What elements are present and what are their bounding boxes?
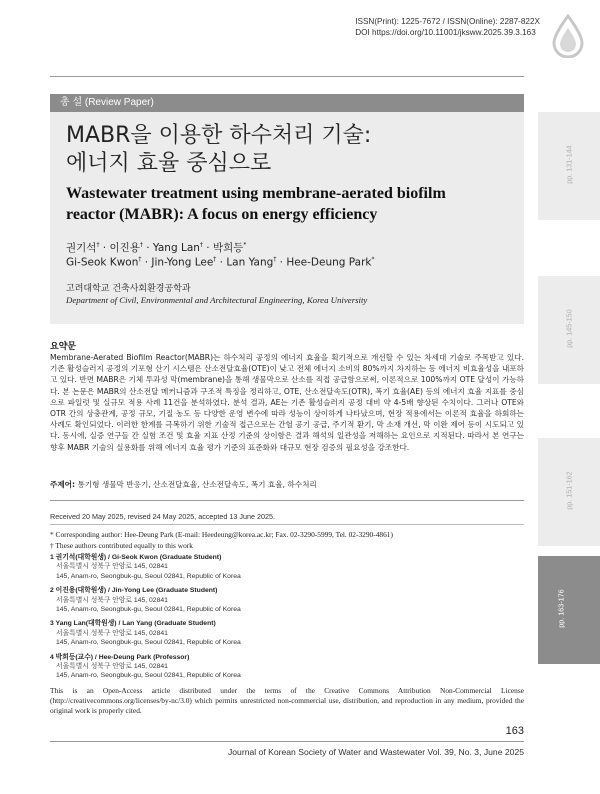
side-tab-label: pp. 145-150 — [564, 309, 574, 348]
english-title-line-2: reactor (MABR): A focus on energy efficiency — [66, 206, 378, 223]
side-tab-label: pp. 131-144 — [564, 145, 574, 184]
affiliation-english: Department of Civil, Environmental and Architectural Engineering, Korea University — [66, 295, 368, 305]
author-separator: · — [99, 242, 110, 254]
dagger-mark: † — [139, 241, 143, 249]
journal-identifiers — [355, 16, 540, 38]
affiliation-entry — [50, 653, 524, 681]
issn-text: ISSN(Print): 1225-7672 / ISSN(Online): 2287-822X — [355, 17, 540, 26]
corresponding-mark: * — [371, 256, 375, 263]
author-4-en: Hee-Deung Park — [286, 256, 372, 269]
author-3-en: Lan Yang — [226, 256, 274, 269]
side-tab-2[interactable] — [538, 276, 600, 384]
doi-text: DOI https://doi.org/10.11001/jksww.2025.39.3.163 — [355, 28, 536, 37]
dagger-mark: † — [273, 256, 277, 263]
author-1-ko: 권기석 — [66, 242, 97, 254]
affiliation-address-ko: 서울특별시 성북구 안암로 145, 02841 — [56, 563, 168, 571]
english-title-line-1: Wastewater treatment using membrane-aerated biofilm — [66, 185, 446, 202]
journal-citation: Journal of Korean Society of Water and Wastewater Vol. 39, No. 3, June 2025 — [227, 747, 524, 757]
dagger-mark: † — [96, 241, 100, 249]
correspondence-note — [50, 529, 393, 551]
author-separator: · — [216, 256, 227, 269]
korean-title — [66, 122, 371, 178]
abstract-body: Membrane-Aerated Biofilm Reactor(MABR)는 하수처리 공정의 에너지 효율을 획기적으로 개선할 수 있는 차세대 기술로 주목받고 있다. 기존 활성슬러지 공정의 기포형 산기 시스템은 산소전달효율(OTE)이 낮고 전체 에너지 소비의 80%까지 차지하는 등 에너지 비효율성을 내포하고 있다. 반면 MABR은 기체 투과성 막(membrane)을 통해 생물막으로 산소를 직접 공급함으로써, 이론적으로 100%까지 OTE 달성이 가능하다. 본 논문은 MABR의 산소전달 메커니즘과 구조적 특징을 정리하고, OTE, 산소전달속도(OTR), 폭기 효율(AE) 등의 에너지 효율 지표를 중심으로 파일럿 및 실규모 적용 사례 11건을 분석하였다. 분석 결과, AE는 기존 활성슬러지 공정 대비 약 4-5배 향상된 수치이다. 그러나 OTE와 OTR 간의 상충관계, 공정 규모, 기질 농도 등 다양한 운영 변수에 따라 성능이 상이하게 나타났으며, 현장 적용에서는 이론적 효율을 하회하는 사례도 확인되었다. 이러한 한계를 극복하기 위한 기술적 접근으로는 간헐 공기 공급, 주기적 환기, 막 소재 개선, 막 이완 제어 등이 시도되고 있다. 동시에, 실증 연구들 간 실험 조건 및 효율 지표 산정 기준의 상이함은 결과 해석의 일관성을 저해하는 요인으로 지적된다. 따라서 본 연구는 향후 MABR 기술의 실용화를 위해 에너지 효율 평가 기준의 표준화와 대규모 현장 검증의 필요성을 강조한다. — [50, 353, 524, 452]
author-affiliation-list — [50, 553, 524, 686]
header-rule — [50, 76, 524, 77]
keywords — [50, 479, 524, 490]
affiliation-address-en: 145, Anam-ro, Seongbuk-gu, Seoul 02841, Republic of Korea — [56, 606, 241, 614]
affiliation-head: 3 Yang Lan(대학원생) / Lan Yang (Graduate Student) — [50, 620, 216, 628]
corresponding-mark: * — [243, 241, 247, 249]
affiliation-address-en: 145, Anam-ro, Seongbuk-gu, Seoul 02841, Republic of Korea — [56, 672, 241, 680]
equal-contribution-note: † These authors contributed equally to this work — [50, 541, 193, 550]
side-tab-3[interactable] — [538, 438, 600, 546]
footer-rule — [50, 741, 524, 742]
article-type-banner — [50, 94, 524, 112]
author-2-ko: 이진용 — [109, 242, 140, 254]
article-type: 총 설 (Review Paper) — [60, 97, 154, 108]
side-tab-label: pp. 163-176 — [556, 589, 566, 628]
keywords-rule — [50, 500, 524, 501]
affiliation-entry — [50, 619, 524, 647]
author-1-en: Gi-Seok Kwon — [66, 256, 139, 269]
affiliation-head: 4 박희등(교수) / Hee-Deung Park (Professor) — [50, 653, 190, 661]
page-number: 163 — [505, 725, 524, 737]
keywords-label: 주제어: — [50, 480, 76, 489]
keywords-text: 통기형 생물막 반응기, 산소전달효율, 산소전달속도, 폭기 효율, 하수처리 — [77, 480, 317, 489]
authors-english — [66, 256, 374, 269]
affiliation-head: 1 권기석(대학원생) / Gi-Seok Kwon (Graduate Student) — [50, 554, 222, 561]
affiliation-korean: 고려대학교 건축사회환경공학과 — [66, 284, 191, 294]
affiliation-address-ko: 서울특별시 성북구 안암로 145, 02841 — [56, 596, 168, 604]
authors-korean — [66, 240, 246, 255]
author-separator: · — [202, 242, 213, 254]
dagger-mark: † — [138, 256, 142, 263]
author-separator: · — [141, 256, 152, 269]
side-tab-1[interactable] — [538, 112, 600, 220]
author-separator: · — [276, 256, 287, 269]
side-tab-label: pp. 151-162 — [564, 471, 574, 510]
affiliation-address-en: 145, Anam-ro, Seongbuk-gu, Seoul 02841, Republic of Korea — [56, 639, 241, 647]
dagger-mark: † — [213, 256, 217, 263]
received-dates: Received 20 May 2025, revised 24 May 2025, accepted 13 June 2025. — [50, 512, 275, 521]
author-3-ko: Yang Lan — [152, 242, 200, 254]
author-2-en: Jin-Yong Lee — [151, 256, 214, 269]
english-title — [66, 183, 516, 225]
abstract-heading: 요약문 — [50, 342, 77, 352]
author-4-ko: 박희등 — [212, 242, 244, 254]
water-drop-logo-icon — [548, 14, 588, 58]
affiliation-address-ko: 서울특별시 성북구 안암로 145, 02841 — [56, 629, 168, 637]
dagger-mark: † — [199, 241, 203, 249]
affiliation-address-en: 145, Anam-ro, Seongbuk-gu, Seoul 02841, Republic of Korea — [56, 572, 241, 580]
affiliation-entry — [50, 586, 524, 614]
license-statement: This is an Open-Access article distributed under the terms of the Creative Commons Attribution Non-Commercial License (http://creativecommons.org/licenses/by-nc/3.0) which permits unrestricted non-commercial use, distribution, and reproduction in any medium, provided the original work is properly cited. — [50, 686, 524, 715]
affiliation-head: 2 이진용(대학원생) / Jin-Yong Lee (Graduate Student) — [50, 587, 218, 595]
korean-title-line-1: MABR을 이용한 하수처리 기술: — [66, 123, 372, 148]
affiliation-entry — [50, 553, 524, 581]
corresponding-author: * Corresponding author: Hee-Deung Park (E-mail: Heedeung@korea.ac.kr; Fax. 02-3290-5999, Tel. 02-3290-4861) — [50, 530, 393, 539]
footnote-rule — [50, 524, 524, 525]
author-separator: · — [142, 242, 153, 254]
side-tab-4-active[interactable] — [538, 556, 600, 664]
korean-title-line-2: 에너지 효율 중심으로 — [66, 151, 272, 176]
affiliation-address-ko: 서울특별시 성북구 안암로 145, 02841 — [56, 663, 168, 671]
